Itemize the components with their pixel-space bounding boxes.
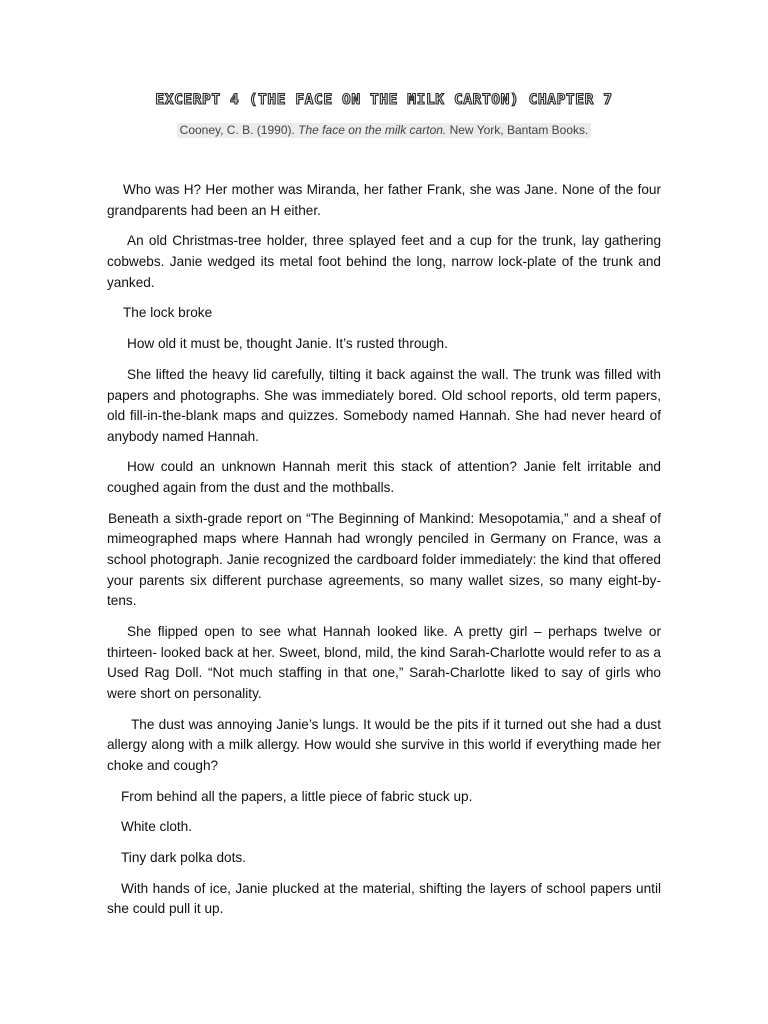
paragraph: The lock broke <box>123 305 213 321</box>
paragraph: How could an unknown Hannah merit this stack of attention? Janie felt irritable and coughed again from the dust and the mothballs. <box>107 459 661 496</box>
paragraph: Beneath a sixth-grade report on “The Beginning of Mankind: Mesopotamia,” and a sheaf of mimeographed maps where Hannah had wrongly penciled in Germany on France, was a school photograph. Janie recognized the cardboard folder immediately: the kind that offered your parents six different purchase agreements, so many wallet sizes, so many eight-by-tens. <box>107 510 661 609</box>
document-title: EXCERPT 4 (THE FACE ON THE MILK CARTON) CHAPTER 7 <box>155 92 613 108</box>
citation-publisher: New York, Bantam Books. <box>449 123 589 137</box>
citation-highlight <box>177 123 592 138</box>
paragraph: From behind all the papers, a little piece of fabric stuck up. <box>121 788 473 804</box>
paragraph: The dust was annoying Janie’s lungs. It would be the pits if it turned out she had a dust allergy along with a milk allergy. How would she survive in this world if everything made her choke and cough? <box>107 716 661 773</box>
citation <box>0 123 768 137</box>
citation-authors-year: Cooney, C. B. (1990). <box>179 123 295 137</box>
paragraph: She lifted the heavy lid carefully, tilting it back against the wall. The trunk was filled with papers and photographs. She was immediately bored. Old school reports, old term papers, old fill-in-the-blank maps and quizzes. Somebody named Hannah. She had never heard of anybody named Hannah. <box>107 366 661 444</box>
paragraph: How old it must be, thought Janie. It’s rusted through. <box>127 336 448 352</box>
paragraph: Who was H? Her mother was Miranda, her father Frank, she was Jane. None of the four grandparents had been an H either. <box>107 182 661 218</box>
paragraph: With hands of ice, Janie plucked at the material, shifting the layers of school papers until she could pull it up. <box>107 880 661 917</box>
paragraph: She flipped open to see what Hannah looked like. A pretty girl – perhaps twelve or thirteen- looked back at her. Sweet, blond, mild, the kind Sarah-Charlotte would refer to as a Used Rag Doll. “Not much staffing in that one,” Sarah-Charlotte liked to say of girls who were short on personality. <box>107 624 661 701</box>
paragraph: An old Christmas-tree holder, three splayed feet and a cup for the trunk, lay gathering cobwebs. Janie wedged its metal foot behind the long, narrow lock-plate of the trunk and yanked. <box>107 233 661 290</box>
excerpt-body <box>107 180 661 930</box>
paragraph: White cloth. <box>121 819 193 835</box>
paragraph: Tiny dark polka dots. <box>121 850 246 866</box>
citation-book-title: The face on the milk carton. <box>298 123 447 137</box>
